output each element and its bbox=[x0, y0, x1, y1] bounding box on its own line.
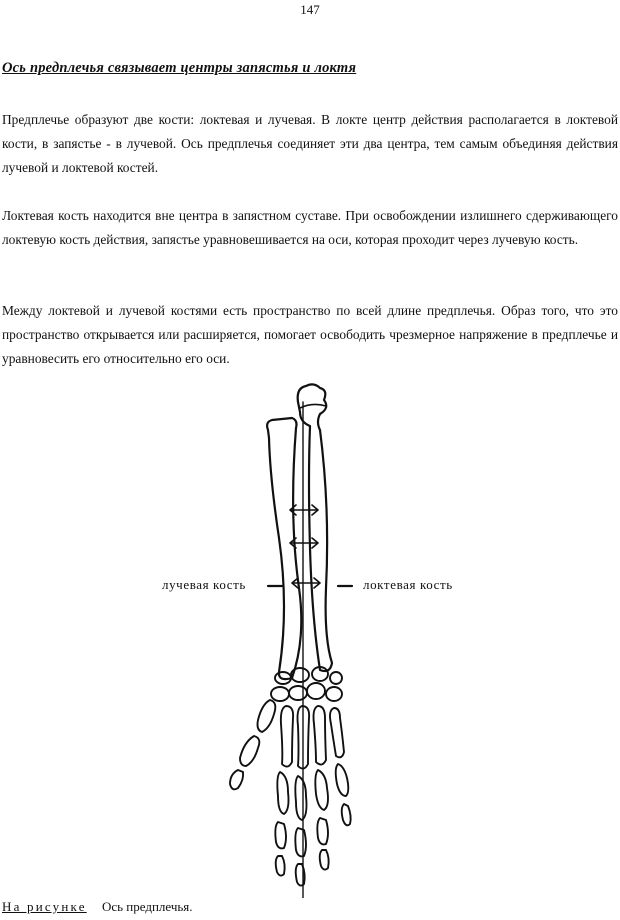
ulna-label: локтевая кость bbox=[363, 577, 453, 592]
caption-lead: На рисунке bbox=[2, 899, 87, 914]
forearm-axis-figure bbox=[0, 378, 620, 898]
ring-finger-bones bbox=[314, 706, 329, 870]
space-arrows bbox=[290, 505, 320, 588]
figure-caption bbox=[2, 899, 193, 915]
carpal-bones bbox=[271, 667, 342, 701]
section-heading: Ось предплечья связывает центры запястья и локтя bbox=[2, 60, 357, 76]
middle-finger-bones bbox=[295, 706, 309, 886]
thumb-bones bbox=[230, 700, 275, 789]
paragraph-3: Между локтевой и лучевой костями есть пространство по всей длине предплечья. Образ того, что это пространство открывается или расширяется, помогает освободить чрезмерное напряжение в предплечье и уравновесить его относительно его оси. bbox=[2, 303, 618, 366]
caption-text: Ось предплечья. bbox=[101, 899, 193, 914]
paragraph-2: Локтевая кость находится вне центра в запястном суставе. При освобождении излишнего сдерживающего локтевую кость действия, запястье уравновешивается на оси, которая проходит через лучевую кость. bbox=[2, 208, 618, 247]
paragraph-1: Предплечье образуют две кости: локтевая и лучевая. В локте центр действия располагается в локтевой кости, в запястье - в лучевой. Ось предплечья соединяет эти два центра, тем самым объединяя действия лучевой и локтевой костей. bbox=[2, 112, 618, 175]
little-finger-bones bbox=[330, 708, 351, 825]
forearm-skeleton-drawing bbox=[0, 378, 620, 898]
page-number: 147 bbox=[300, 2, 320, 17]
index-finger-bones bbox=[275, 706, 293, 876]
radius-label: лучевая кость bbox=[162, 577, 246, 592]
